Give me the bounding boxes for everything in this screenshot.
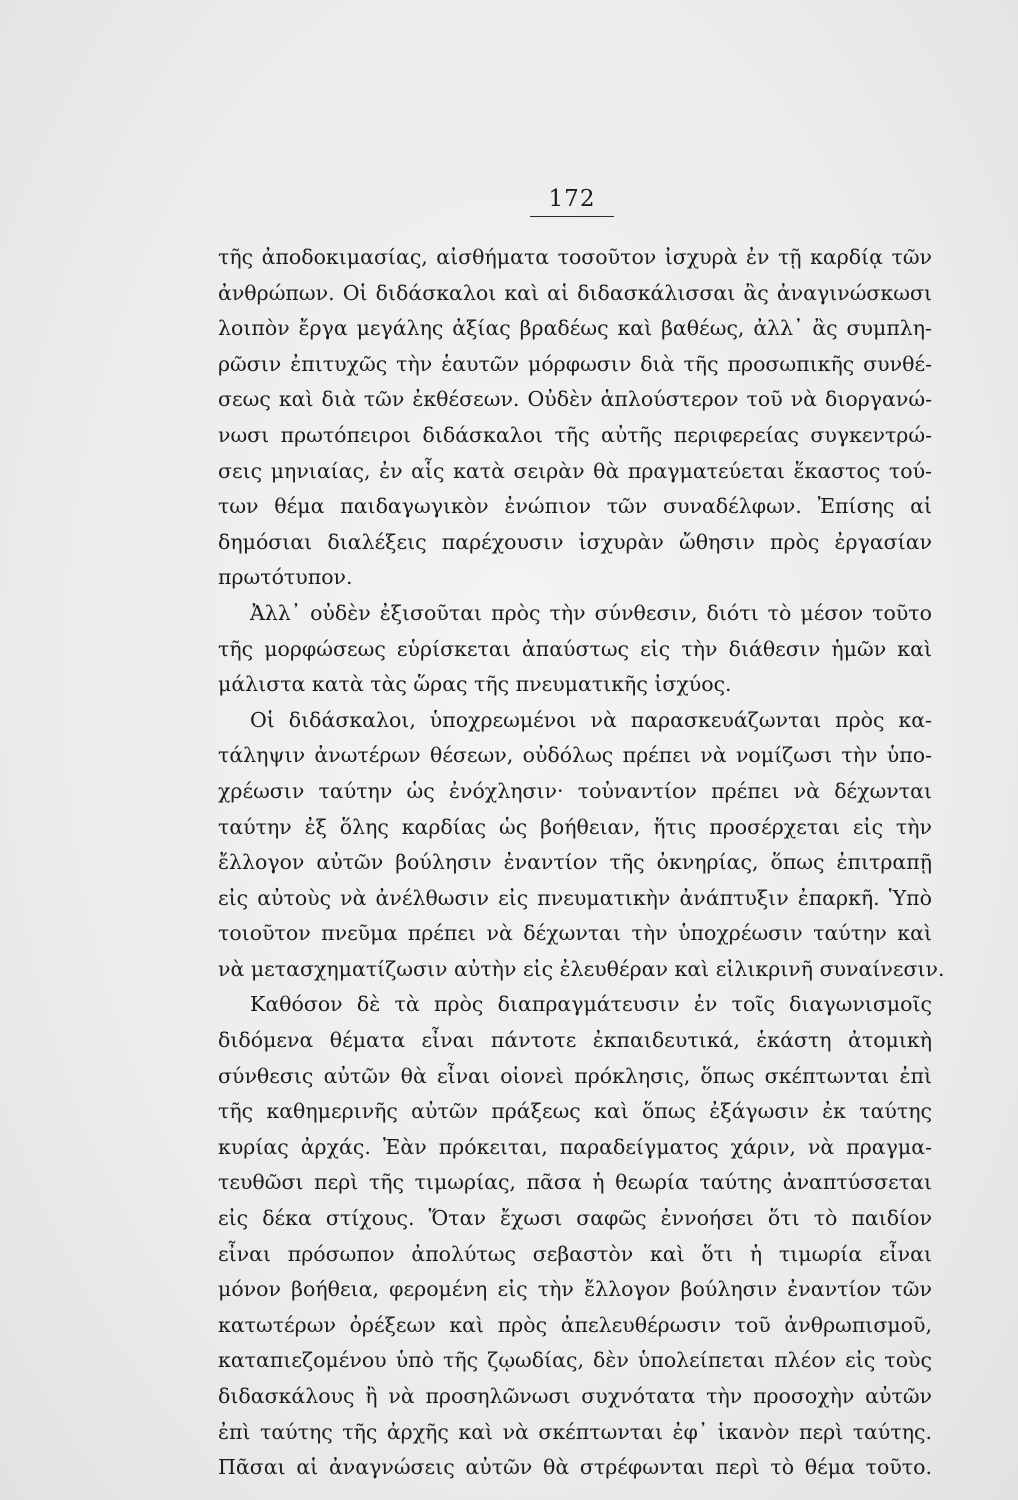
text-line: κατωτέρων ὀρέξεων καὶ πρὸς ἀπελευθέρωσιν τοῦ ἀνθρωπισμοῦ, [218,1312,932,1337]
text-line: Πᾶσαι αἱ ἀναγνώσεις αὐτῶν θὰ στρέφωνται περὶ τὸ θέμα τοῦτο. [218,1455,932,1480]
page-body-text [218,240,945,1486]
text-line: εἶναι πρόσωπον ἀπολύτως σεβαστὸν καὶ ὅτι ἡ τιμωρία εἶναι [218,1241,932,1266]
text-line: εἰς δέκα στίχους. Ὅταν ἔχωσι σαφῶς ἐννοήσει ὅτι τὸ παιδίον [218,1206,932,1231]
text-line: των θέμα παιδαγωγικὸν ἐνώπιον τῶν συναδέλφων. Ἐπίσης αἱ [218,494,932,519]
text-line: κυρίας ἀρχάς. Ἐὰν πρόκειται, παραδείγματος χάριν, νὰ πραγμα- [218,1134,932,1159]
text-line: ἐπὶ ταύτης τῆς ἀρχῆς καὶ νὰ σκέπτωνται ἐφ᾽ ἱκανὸν περὶ ταύτης. [218,1419,932,1444]
text-line: τῆς ἀποδοκιμασίας, αἰσθήματα τοσοῦτον ἰσχυρὰ ἐν τῇ καρδίᾳ τῶν [218,245,932,269]
text-line: σεις μηνιαίας, ἐν αἷς κατὰ σειρὰν θὰ πραγματεύεται ἕκαστος τού- [218,458,932,483]
text-line: καταπιεζομένου ὑπὸ τῆς ζῳωδίας, δὲν ὑπολείπεται πλέον εἰς τοὺς [218,1348,932,1373]
text-line: μάλιστα κατὰ τὰς ὥρας τῆς πνευματικῆς ἰσχύος. [218,672,732,697]
text-line: τάληψιν ἀνωτέρων θέσεων, οὐδόλως πρέπει νὰ νομίζωσι τὴν ὑπο- [218,743,932,768]
text-line: ἔλλογον αὐτῶν βούλησιν ἐναντίον τῆς ὀκνηρίας, ὅπως ἐπιτραπῇ [218,850,932,875]
text-line: Οἱ διδάσκαλοι, ὑποχρεωμένοι νὰ παρασκευάζωνται πρὸς κα- [250,707,932,732]
text-line: ἀνθρώπων. Οἱ διδάσκαλοι καὶ αἱ διδασκάλισσαι ἂς ἀναγινώσκωσι [218,280,932,305]
text-line: σύνθεσις αὐτῶν θὰ εἶναι οἱονεὶ πρόκλησις, ὅπως σκέπτωνται ἐπὶ [218,1063,932,1088]
text-line: λοιπὸν ἔργα μεγάλης ἀξίας βραδέως καὶ βαθέως, ἀλλ᾽ ἂς συμπλη- [218,316,932,341]
text-line: νὰ μετασχηματίζωσιν αὐτὴν εἰς ἐλευθέραν καὶ εἰλικρινῆ συναίνεσιν. [218,956,945,981]
text-line: πρωτότυπον. [218,565,353,590]
text-line: νωσι πρωτόπειροι διδάσκαλοι τῆς αὐτῆς περιφερείας συγκεντρώ- [218,422,932,447]
text-line: τῆς μορφώσεως εὑρίσκεται ἀπαύστως εἰς τὴν διάθεσιν ἡμῶν καὶ [218,636,932,661]
text-line: σεως καὶ διὰ τῶν ἐκθέσεων. Οὐδὲν ἁπλούστερον τοῦ νὰ διοργανώ- [218,387,932,412]
text-line: ρῶσιν ἐπιτυχῶς τὴν ἑαυτῶν μόρφωσιν διὰ τῆς προσωπικῆς συνθέ- [218,351,932,376]
text-line: χρέωσιν ταύτην ὡς ἐνόχλησιν· τοὐναντίον πρέπει νὰ δέχωνται [218,778,932,803]
text-line: ταύτην ἐξ ὅλης καρδίας ὡς βοήθειαν, ἥτις προσέρχεται εἰς τὴν [218,814,932,839]
text-line: Καθόσον δὲ τὰ πρὸς διαπραγμάτευσιν ἐν τοῖς διαγωνισμοῖς [250,992,932,1017]
text-line: διδόμενα θέματα εἶναι πάντοτε ἐκπαιδευτικά, ἑκάστη ἀτομικὴ [218,1028,932,1053]
text-line: μόνον βοήθεια, φερομένη εἰς τὴν ἔλλογον βούλησιν ἐναντίον τῶν [218,1277,932,1302]
text-line: τοιοῦτον πνεῦμα πρέπει νὰ δέχωνται τὴν ὑποχρέωσιν ταύτην καὶ [218,921,932,946]
text-line: Ἀλλ᾽ οὐδὲν ἐξισοῦται πρὸς τὴν σύνθεσιν, διότι τὸ μέσον τοῦτο [250,600,932,625]
text-line: εἰς αὐτοὺς νὰ ἀνέλθωσιν εἰς πνευματικὴν ἀνάπτυξιν ἐπαρκῆ. Ὑπὸ [218,885,932,910]
text-line: τευθῶσι περὶ τῆς τιμωρίας, πᾶσα ἡ θεωρία ταύτης ἀναπτύσσεται [218,1170,932,1195]
text-line: διδασκάλους ἢ νὰ προσηλῶνωσι συχνότατα τὴν προσοχὴν αὐτῶν [218,1384,932,1408]
text-line: τῆς καθημερινῆς αὐτῶν πράξεως καὶ ὅπως ἐξάγωσιν ἐκ ταύτης [218,1099,932,1124]
page-number-rule [530,216,614,217]
text-line: δημόσιαι διαλέξεις παρέχουσιν ἰσχυρὰν ὤθησιν πρὸς ἐργασίαν [218,529,932,554]
page-number: 172 [548,186,596,212]
